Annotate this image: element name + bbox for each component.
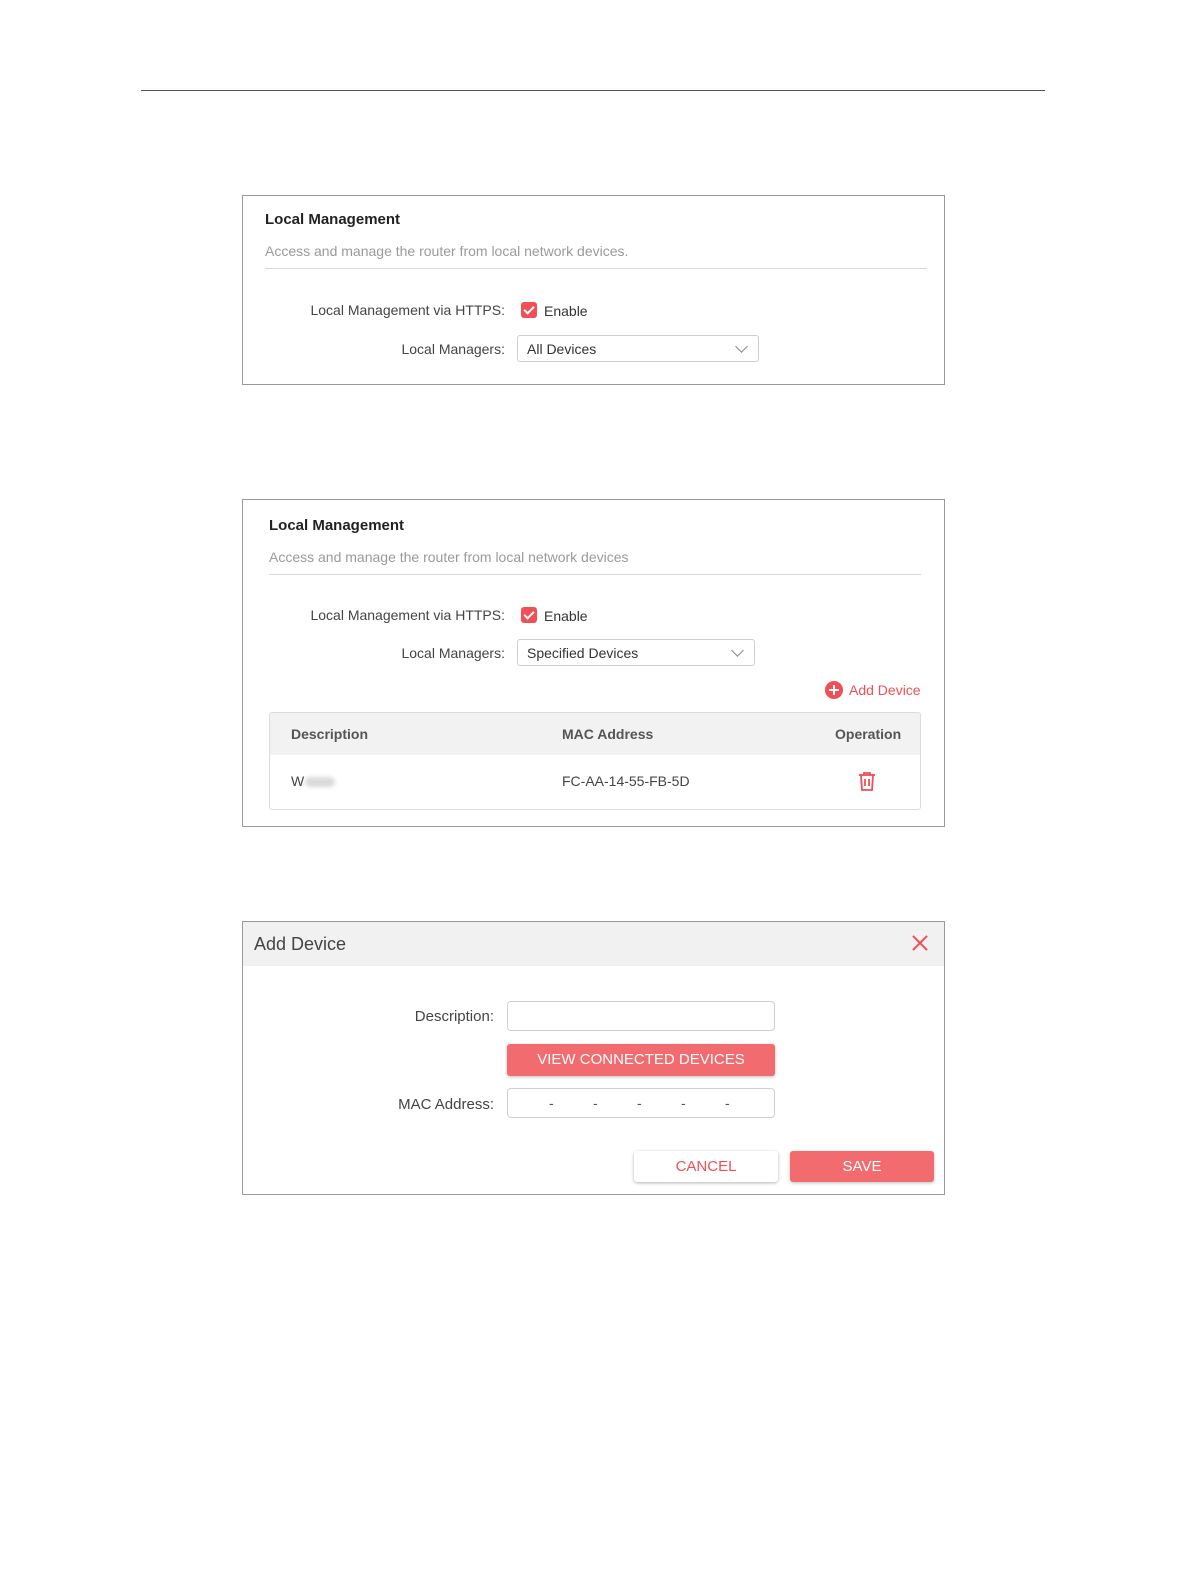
local-management-panel-all xyxy=(242,195,945,385)
local-managers-value: All Devices xyxy=(527,341,597,357)
dialog-header xyxy=(243,922,944,966)
mac-address-label: MAC Address: xyxy=(398,1096,494,1113)
page-top-rule xyxy=(141,90,1045,91)
local-managers-select[interactable] xyxy=(517,639,755,666)
dialog-title: Add Device xyxy=(254,934,347,954)
enable-label: Enable xyxy=(544,303,588,319)
https-label: Local Management via HTTPS: xyxy=(310,302,505,318)
panel-title: Local Management xyxy=(269,517,405,534)
enable-label: Enable xyxy=(544,608,588,624)
add-device-button[interactable] xyxy=(825,681,921,699)
local-managers-label: Local Managers: xyxy=(401,645,505,661)
panel-title: Local Management xyxy=(265,211,401,228)
trash-icon[interactable] xyxy=(858,771,876,791)
panel-divider xyxy=(265,268,927,269)
https-enable-checkbox[interactable] xyxy=(521,607,537,623)
mac-separator: - xyxy=(637,1095,642,1111)
local-management-panel-specified xyxy=(242,499,945,827)
local-managers-value: Specified Devices xyxy=(527,645,639,661)
https-enable-checkbox[interactable] xyxy=(521,302,537,318)
panel-subtitle: Access and manage the router from local network devices. xyxy=(265,243,629,259)
redacted-text xyxy=(305,777,335,787)
close-icon[interactable] xyxy=(911,934,929,952)
plus-circle-icon xyxy=(825,681,843,699)
description-input[interactable] xyxy=(507,1001,775,1031)
cancel-button[interactable]: CANCEL xyxy=(634,1151,778,1182)
description-text: W xyxy=(291,773,305,789)
chevron-down-icon xyxy=(731,644,744,657)
local-managers-select[interactable] xyxy=(517,335,759,362)
mac-separator: - xyxy=(681,1095,686,1111)
https-label: Local Management via HTTPS: xyxy=(310,607,505,623)
mac-address-input[interactable] xyxy=(507,1088,775,1118)
mac-separator: - xyxy=(725,1095,730,1111)
column-header-operation: Operation xyxy=(835,726,902,742)
add-device-label: Add Device xyxy=(849,682,921,698)
save-button[interactable]: SAVE xyxy=(790,1151,934,1182)
mac-separator: - xyxy=(549,1095,554,1111)
add-device-dialog xyxy=(242,921,945,1195)
column-header-mac: MAC Address xyxy=(562,726,654,742)
view-connected-devices-button[interactable]: VIEW CONNECTED DEVICES xyxy=(507,1044,775,1076)
mac-separator: - xyxy=(593,1095,598,1111)
panel-divider xyxy=(269,574,921,575)
chevron-down-icon xyxy=(735,340,748,353)
column-header-description: Description xyxy=(291,726,369,742)
managers-table xyxy=(269,712,921,810)
row-description xyxy=(291,773,335,789)
row-mac: FC-AA-14-55-FB-5D xyxy=(562,773,690,789)
panel-subtitle: Access and manage the router from local network devices xyxy=(269,549,629,565)
local-managers-label: Local Managers: xyxy=(401,341,505,357)
description-label: Description: xyxy=(414,1008,494,1025)
